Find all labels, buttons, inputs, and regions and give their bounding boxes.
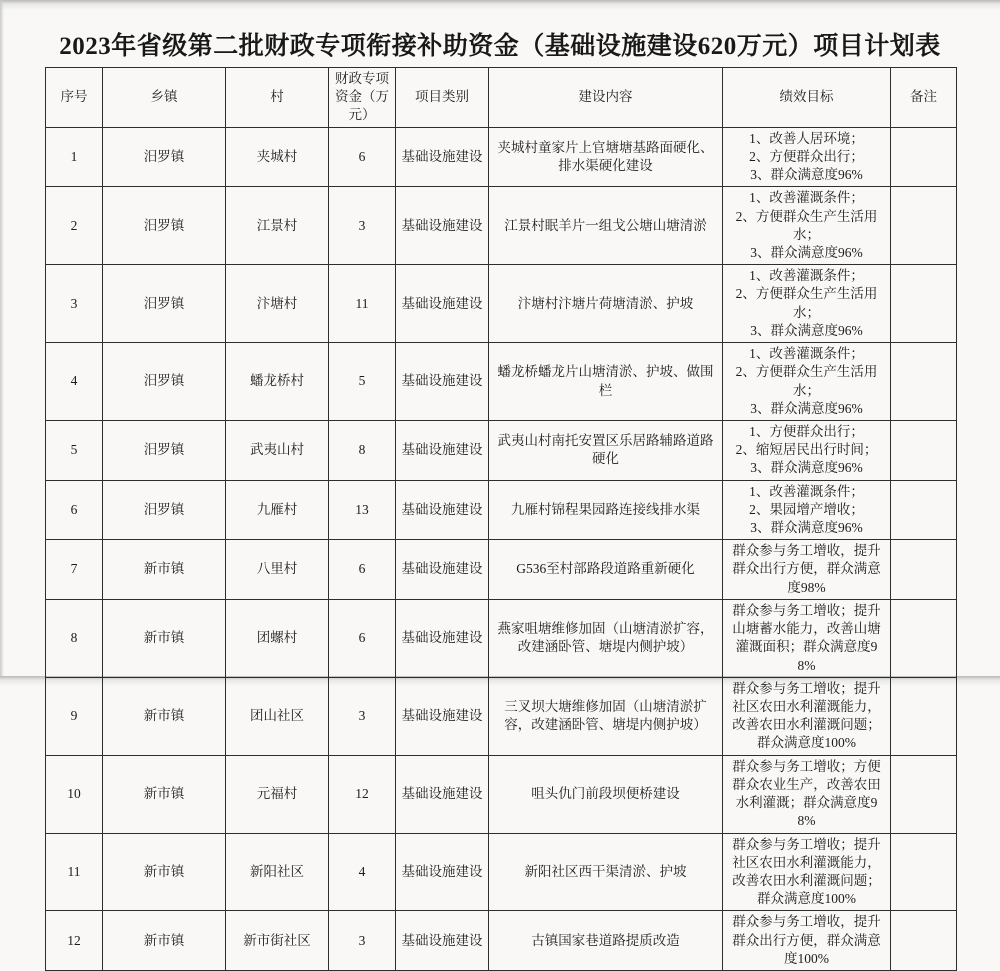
- cell-village: 团山社区: [226, 677, 329, 755]
- cell-category: 基础设施建设: [396, 833, 489, 911]
- cell-town: 新市镇: [103, 677, 226, 755]
- cell-target: [723, 265, 891, 343]
- cell-content: 武夷山村南托安置区乐居路辅路道路硬化: [489, 420, 723, 480]
- cell-village: 新市街社区: [226, 911, 329, 971]
- header-category: 项目类别: [396, 68, 489, 128]
- target-line: 2、方便群众生产生活用水；: [735, 208, 878, 242]
- cell-no: 8: [46, 599, 103, 677]
- cell-town: 新市镇: [103, 833, 226, 911]
- cell-town: 汨罗镇: [103, 127, 226, 187]
- cell-no: 10: [46, 755, 103, 833]
- header-fund: 财政专项资金（万元）: [329, 68, 396, 128]
- cell-no: 4: [46, 343, 103, 421]
- cell-town: 汨罗镇: [103, 420, 226, 480]
- table-row: [46, 911, 957, 971]
- cell-fund: 6: [329, 127, 396, 187]
- cell-target: [723, 127, 891, 187]
- header-target: 绩效目标: [723, 68, 891, 128]
- cell-content: 九雁村锦程果园路连接线排水渠: [489, 480, 723, 540]
- cell-fund: 6: [329, 540, 396, 600]
- cell-target: [723, 187, 891, 265]
- cell-target: [723, 540, 891, 600]
- table-row: [46, 420, 957, 480]
- target-line: 群众参与务工增收；提升山塘蓄水能力，改善山塘灌溉面积；群众满意度98%: [732, 602, 881, 673]
- target-line: 1、改善灌溉条件；: [749, 483, 864, 499]
- cell-content: G536至村部路段道路重新硬化: [489, 540, 723, 600]
- cell-category: 基础设施建设: [396, 265, 489, 343]
- target-line: 3、群众满意度96%: [750, 322, 863, 338]
- target-line: 1、改善灌溉条件；: [749, 268, 864, 284]
- cell-town: 新市镇: [103, 755, 226, 833]
- target-line: 1、改善人居环境；: [749, 130, 864, 146]
- cell-remark: [891, 755, 957, 833]
- header-town: 乡镇: [103, 68, 226, 128]
- target-line: 群众参与务工增收；提升社区农田水利灌溉能力，改善农田水利灌溉问题；群众满意度100%: [732, 680, 881, 751]
- cell-content: 古镇国家巷道路提质改造: [489, 911, 723, 971]
- cell-town: 新市镇: [103, 599, 226, 677]
- header-content: 建设内容: [489, 68, 723, 128]
- target-line: 1、方便群众出行；: [749, 423, 864, 439]
- cell-target: [723, 480, 891, 540]
- cell-category: 基础设施建设: [396, 187, 489, 265]
- table-row: [46, 833, 957, 911]
- cell-remark: [891, 911, 957, 971]
- cell-village: 新阳社区: [226, 833, 329, 911]
- cell-fund: 3: [329, 677, 396, 755]
- cell-target: [723, 420, 891, 480]
- cell-no: 6: [46, 480, 103, 540]
- cell-remark: [891, 127, 957, 187]
- cell-no: 3: [46, 265, 103, 343]
- cell-remark: [891, 677, 957, 755]
- cell-fund: 13: [329, 480, 396, 540]
- cell-category: 基础设施建设: [396, 480, 489, 540]
- table-row: [46, 265, 957, 343]
- table-header-row: [46, 68, 957, 128]
- target-line: 2、方便群众出行；: [749, 148, 864, 164]
- cell-content: 夹城村童家片上官塘塘基路面硬化、排水渠硬化建设: [489, 127, 723, 187]
- cell-remark: [891, 480, 957, 540]
- cell-fund: 3: [329, 911, 396, 971]
- cell-category: 基础设施建设: [396, 127, 489, 187]
- cell-content: 汴塘村汴塘片荷塘清淤、护坡: [489, 265, 723, 343]
- target-line: 3、群众满意度96%: [750, 400, 863, 416]
- cell-content: 蟠龙桥蟠龙片山塘清淤、护坡、做围栏: [489, 343, 723, 421]
- cell-target: [723, 911, 891, 971]
- cell-content: 三叉坝大塘维修加固（山塘清淤扩容，改建涵卧管、塘堤内侧护坡）: [489, 677, 723, 755]
- header-village: 村: [226, 68, 329, 128]
- target-line: 群众参与务工增收；方便群众农业生产，改善农田水利灌溉；群众满意度98%: [732, 758, 881, 829]
- cell-fund: 3: [329, 187, 396, 265]
- cell-category: 基础设施建设: [396, 755, 489, 833]
- target-line: 3、群众满意度96%: [750, 167, 863, 183]
- table-row: [46, 343, 957, 421]
- cell-remark: [891, 540, 957, 600]
- cell-village: 江景村: [226, 187, 329, 265]
- header-remark: 备注: [891, 68, 957, 128]
- cell-content: 江景村眠羊片一组戈公塘山塘清淤: [489, 187, 723, 265]
- cell-target: [723, 755, 891, 833]
- cell-target: [723, 833, 891, 911]
- cell-town: 新市镇: [103, 540, 226, 600]
- cell-no: 12: [46, 911, 103, 971]
- cell-remark: [891, 265, 957, 343]
- cell-remark: [891, 420, 957, 480]
- target-line: 群众参与务工增收；提升社区农田水利灌溉能力，改善农田水利灌溉问题；群众满意度100%: [732, 836, 881, 907]
- cell-target: [723, 677, 891, 755]
- cell-village: 八里村: [226, 540, 329, 600]
- target-line: 3、群众满意度96%: [750, 520, 863, 536]
- table-row: [46, 755, 957, 833]
- cell-village: 汴塘村: [226, 265, 329, 343]
- page-edge-shadow: [0, 0, 4, 676]
- target-line: 2、方便群众生产生活用水；: [735, 286, 878, 320]
- cell-fund: 4: [329, 833, 396, 911]
- target-line: 2、缩短居民出行时间；: [735, 442, 878, 458]
- cell-category: 基础设施建设: [396, 343, 489, 421]
- cell-fund: 11: [329, 265, 396, 343]
- cell-category: 基础设施建设: [396, 420, 489, 480]
- cell-remark: [891, 833, 957, 911]
- table-row: [46, 599, 957, 677]
- cell-no: 9: [46, 677, 103, 755]
- target-line: 2、果园增产增收；: [749, 501, 864, 517]
- cell-content: 新阳社区西干渠清淤、护坡: [489, 833, 723, 911]
- header-no: 序号: [46, 68, 103, 128]
- cell-no: 5: [46, 420, 103, 480]
- cell-town: 新市镇: [103, 911, 226, 971]
- target-line: 2、方便群众生产生活用水；: [735, 364, 878, 398]
- target-line: 1、改善灌溉条件；: [749, 346, 864, 362]
- cell-village: 元福村: [226, 755, 329, 833]
- cell-fund: 6: [329, 599, 396, 677]
- cell-remark: [891, 343, 957, 421]
- cell-no: 2: [46, 187, 103, 265]
- cell-no: 11: [46, 833, 103, 911]
- cell-town: 汨罗镇: [103, 343, 226, 421]
- cell-fund: 5: [329, 343, 396, 421]
- target-line: 群众参与务工增收，提升群众出行方便，群众满意度100%: [732, 914, 881, 966]
- cell-content: 咀头仇门前段坝便桥建设: [489, 755, 723, 833]
- cell-no: 7: [46, 540, 103, 600]
- cell-target: [723, 599, 891, 677]
- cell-fund: 8: [329, 420, 396, 480]
- page-title: 2023年省级第二批财政专项衔接补助资金（基础设施建设620万元）项目计划表: [59, 33, 941, 60]
- cell-category: 基础设施建设: [396, 677, 489, 755]
- cell-village: 团螺村: [226, 599, 329, 677]
- target-line: 3、群众满意度96%: [750, 244, 863, 260]
- cell-no: 1: [46, 127, 103, 187]
- table-row: [46, 480, 957, 540]
- cell-category: 基础设施建设: [396, 599, 489, 677]
- target-line: 群众参与务工增收，提升群众出行方便，群众满意度98%: [732, 543, 881, 595]
- cell-fund: 12: [329, 755, 396, 833]
- cell-remark: [891, 187, 957, 265]
- cell-town: 汨罗镇: [103, 480, 226, 540]
- cell-category: 基础设施建设: [396, 911, 489, 971]
- table-row: [46, 540, 957, 600]
- target-line: 1、改善灌溉条件；: [749, 190, 864, 206]
- cell-content: 燕家咀塘维修加固（山塘清淤扩容，改建涵卧管、塘堤内侧护坡）: [489, 599, 723, 677]
- cell-town: 汨罗镇: [103, 187, 226, 265]
- table-row: [46, 677, 957, 755]
- cell-remark: [891, 599, 957, 677]
- cell-village: 九雁村: [226, 480, 329, 540]
- cell-town: 汨罗镇: [103, 265, 226, 343]
- cell-target: [723, 343, 891, 421]
- table-row: [46, 127, 957, 187]
- target-line: 3、群众满意度96%: [750, 460, 863, 476]
- cell-village: 夹城村: [226, 127, 329, 187]
- cell-village: 武夷山村: [226, 420, 329, 480]
- cell-category: 基础设施建设: [396, 540, 489, 600]
- cell-village: 蟠龙桥村: [226, 343, 329, 421]
- table-row: [46, 187, 957, 265]
- project-plan-table: [45, 67, 957, 971]
- table-body: [46, 127, 957, 970]
